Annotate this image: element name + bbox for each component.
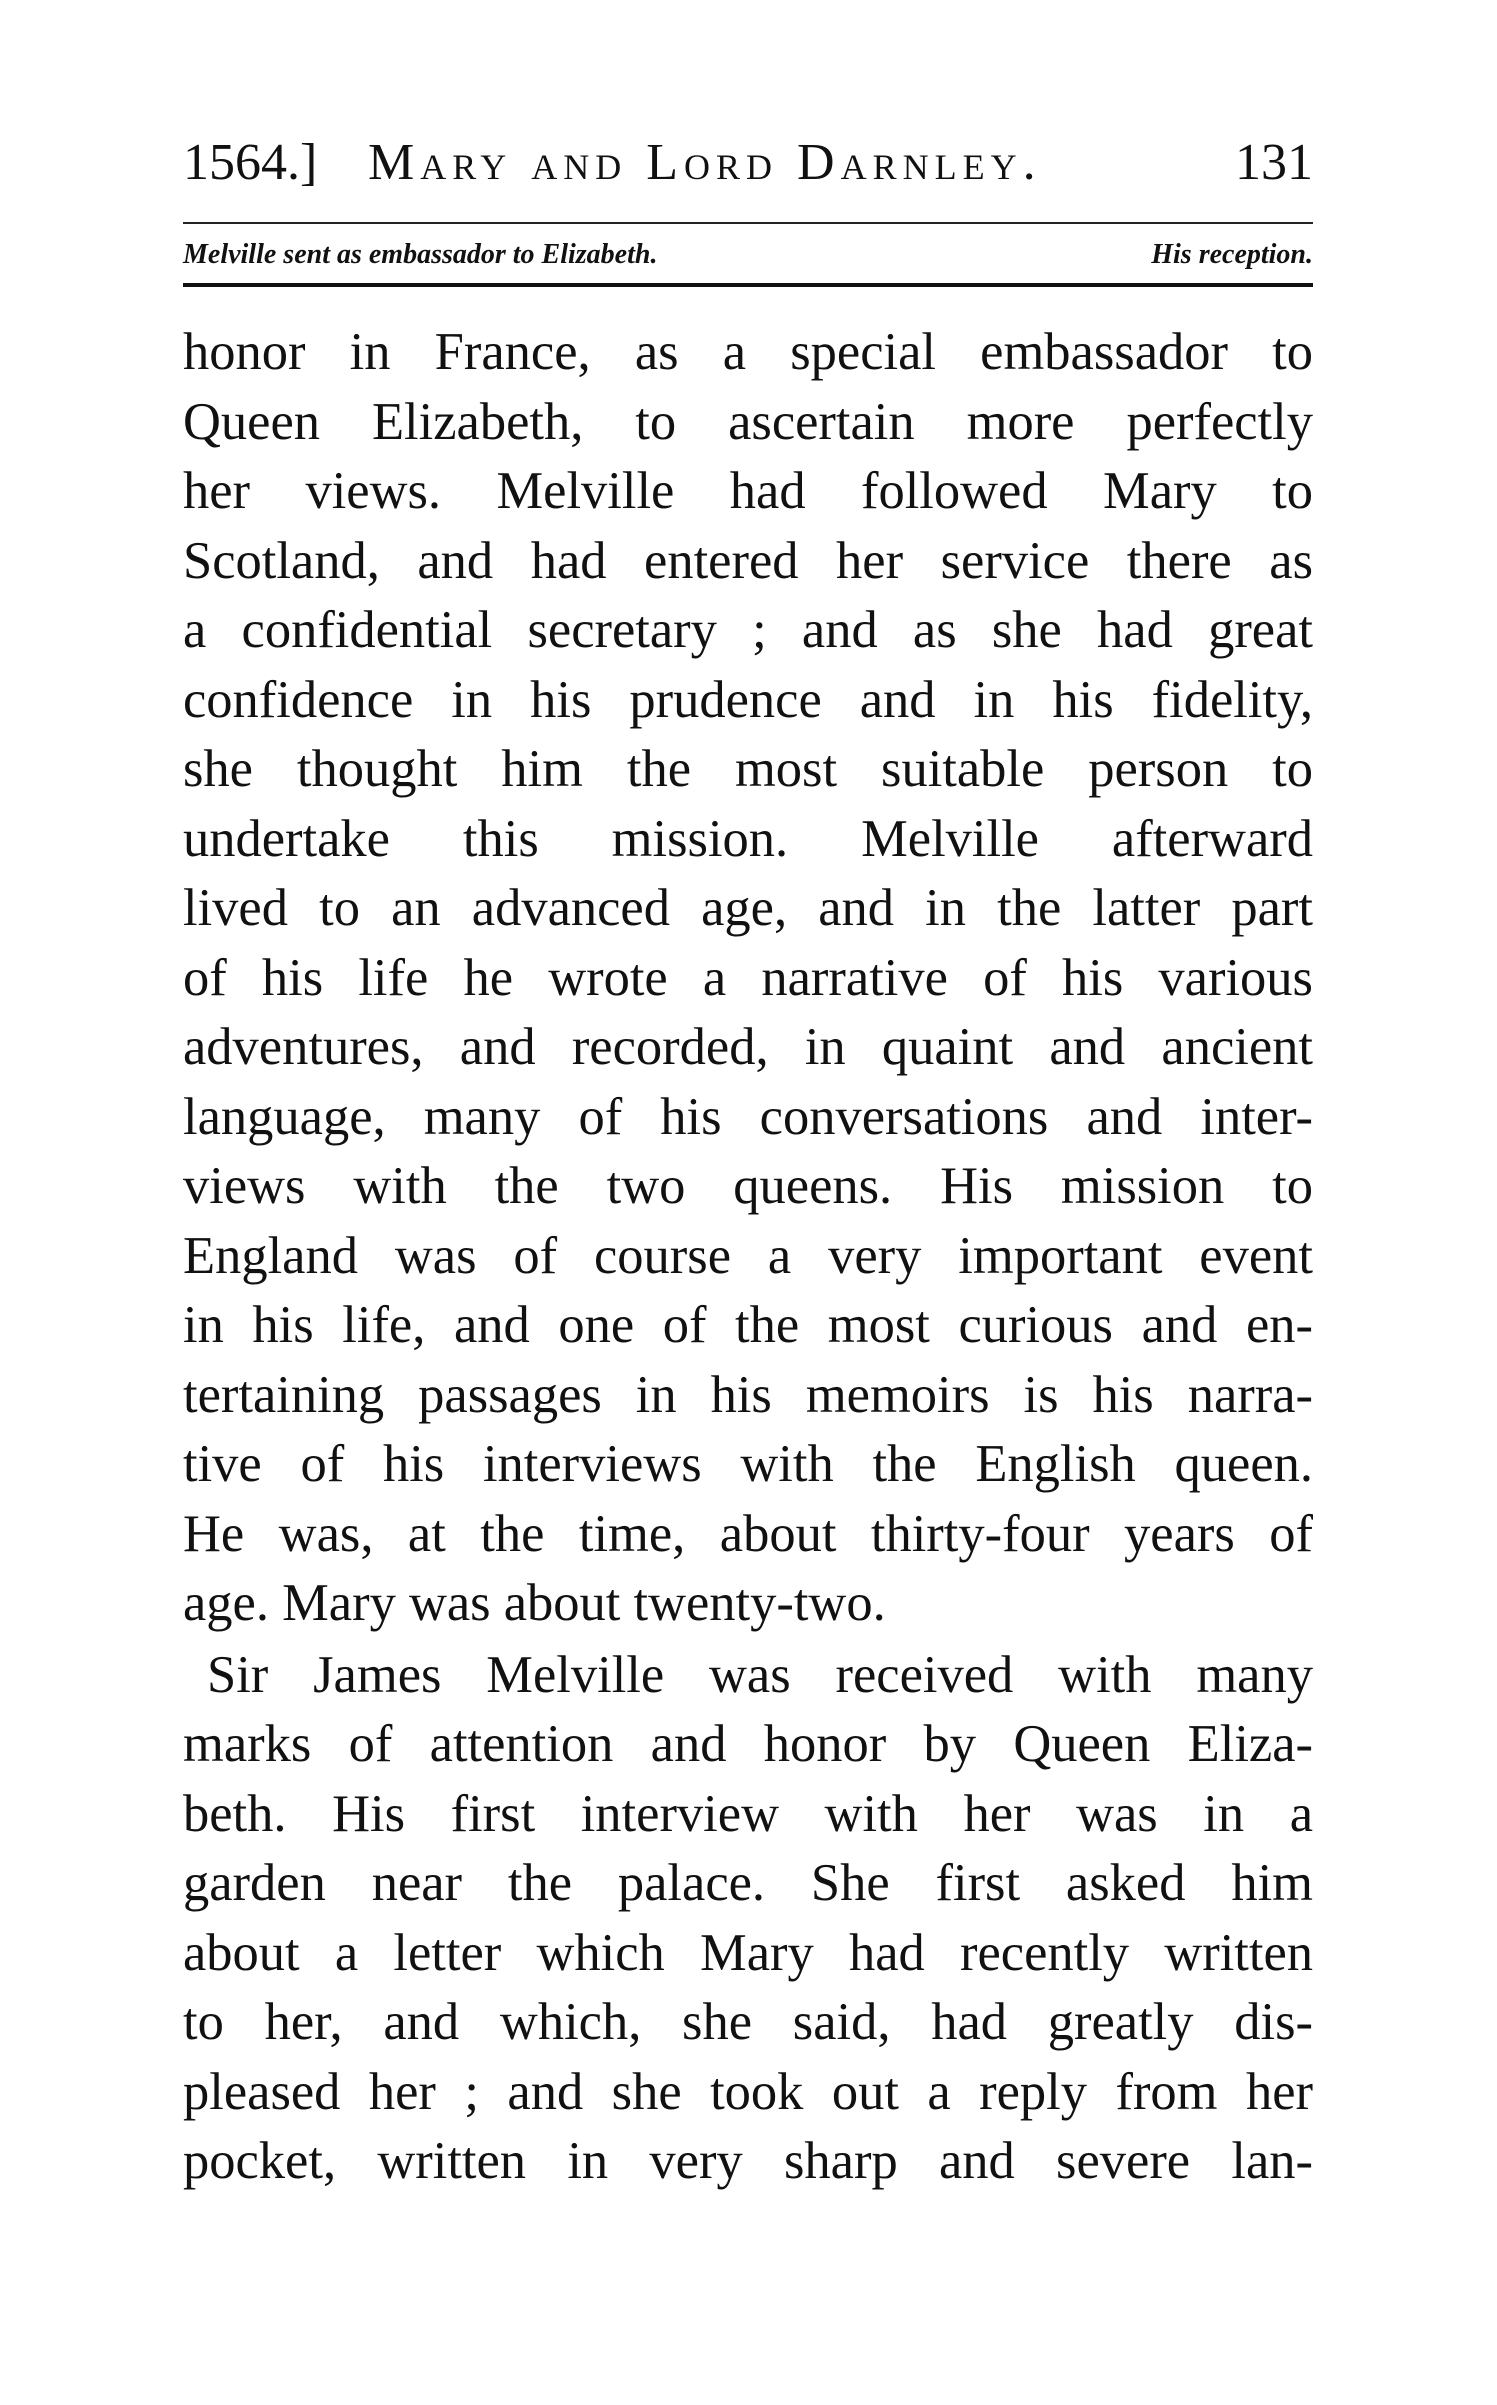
text-line: lived to an advanced age, and in the latter part bbox=[183, 879, 1313, 937]
text-line: tive of his interviews with the English queen. bbox=[183, 1435, 1313, 1493]
text-line: England was of course a very important event bbox=[183, 1226, 1313, 1285]
text-line: she thought him the most suitable person to bbox=[183, 740, 1313, 798]
header-rule bbox=[183, 222, 1313, 224]
text-line: age. Mary was about twenty-two. bbox=[183, 1574, 886, 1632]
text-line: to her, and which, she said, had greatly dis- bbox=[183, 1993, 1313, 2051]
text-line: pocket, written in very sharp and severe lan- bbox=[183, 2132, 1313, 2190]
running-head bbox=[183, 128, 1313, 198]
text-line: a confidential secretary ; and as she had great bbox=[183, 601, 1313, 659]
page-number: 131 bbox=[1235, 134, 1313, 191]
text-line: her views. Melville had followed Mary to bbox=[183, 462, 1313, 520]
text-line: Queen Elizabeth, to ascertain more perfectly bbox=[183, 392, 1313, 451]
text-line: Sir James Melville was received with many bbox=[207, 1645, 1313, 1704]
subheader bbox=[183, 235, 1313, 275]
subheader-left: Melville sent as embassador to Elizabeth. bbox=[183, 239, 658, 270]
text-line: pleased her ; and she took out a reply from her bbox=[183, 2062, 1313, 2121]
text-line: tertaining passages in his memoirs is his narra- bbox=[183, 1365, 1313, 1424]
text-line: marks of attention and honor by Queen Eliza- bbox=[183, 1715, 1313, 1773]
body-text bbox=[183, 318, 1313, 2197]
text-line: honor in France, as a special embassador to bbox=[183, 323, 1313, 381]
text-line: confidence in his prudence and in his fidelity, bbox=[183, 670, 1313, 729]
header-date: 1564.] bbox=[183, 134, 318, 191]
text-line: undertake this mission. Melville afterward bbox=[183, 809, 1313, 868]
text-line: views with the two queens. His mission to bbox=[183, 1157, 1313, 1215]
text-line: beth. His first interview with her was in a bbox=[183, 1784, 1313, 1843]
text-line: in his life, and one of the most curious and en- bbox=[183, 1296, 1313, 1354]
text-line: language, many of his conversations and inter- bbox=[183, 1087, 1313, 1146]
paragraph bbox=[183, 1641, 1313, 2197]
subheader-right: His reception. bbox=[1151, 239, 1313, 270]
header-title: Mary and Lord Darnley. bbox=[368, 134, 1042, 191]
text-line: He was, at the time, about thirty-four years of bbox=[183, 1504, 1313, 1563]
text-line: Scotland, and had entered her service there as bbox=[183, 531, 1313, 590]
text-line: about a letter which Mary had recently written bbox=[183, 1923, 1313, 1982]
paragraph bbox=[183, 318, 1313, 1639]
text-line: garden near the palace. She first asked him bbox=[183, 1854, 1313, 1912]
text-line: adventures, and recorded, in quaint and ancient bbox=[183, 1018, 1313, 1076]
text-line: of his life he wrote a narrative of his various bbox=[183, 948, 1313, 1007]
subheader-rule bbox=[183, 283, 1313, 287]
